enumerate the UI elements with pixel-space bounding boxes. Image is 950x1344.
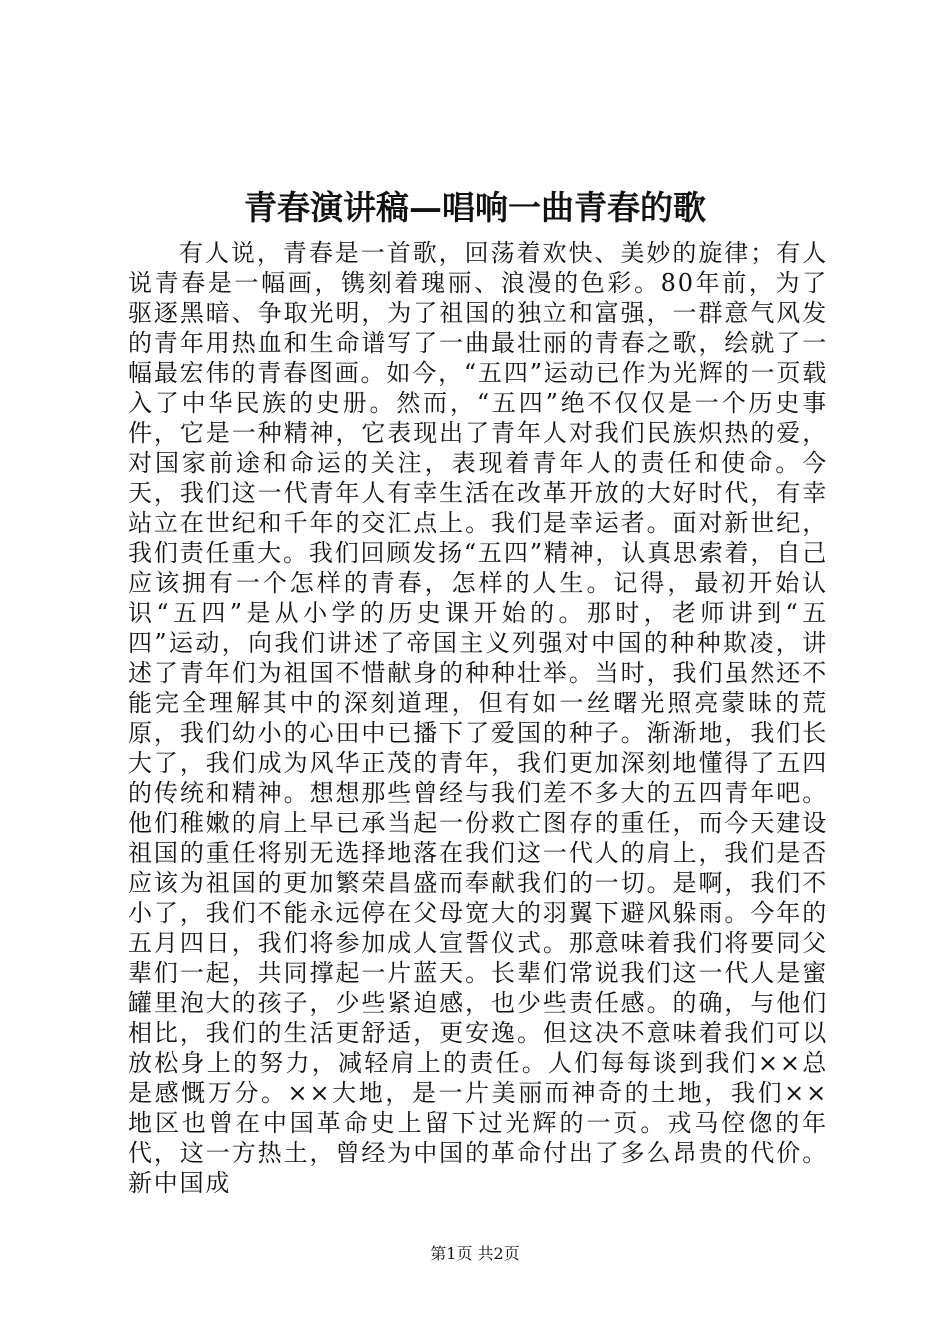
body-paragraph: 有人说，青春是一首歌，回荡着欢快、美妙的旋律；有人说青春是一幅画，镌刻着瑰丽、浪漫的色彩。80年前，为了驱逐黑暗、争取光明，为了祖国的独立和富强，一群意气风发的青年用热血和生命谱写了一曲最壮丽的青春之歌，绘就了一幅最宏伟的青春图画。如今，“五四”运动已作为光辉的一页载入了中华民族的史册。然而，“五四”绝不仅仅是一个历史事件，它是一种精神，它表现出了青年人对我们民族炽热的爱，对国家前途和命运的关注，表现着青年人的责任和使命。今天，我们这一代青年人有幸生活在改革开放的大好时代，有幸站立在世纪和千年的交汇点上。我们是幸运者。面对新世纪，我们责任重大。我们回顾发扬“五四”精神，认真思索着，自己应该拥有一个怎样的青春，怎样的人生。记得，最初开始认识“五四”是从小学的历史课开始的。那时，老师讲到“五四”运动，向我们讲述了帝国主义列强对中国的种种欺凌，讲述了青年们为祖国不惜献身的种种壮举。当时，我们虽然还不能完全理解其中的深刻道理，但有如一丝曙光照亮蒙昧的荒原，我们幼小的心田中已播下了爱国的种子。渐渐地，我们长大了，我们成为风华正茂的青年，我们更加深刻地懂得了五四的传统和精神。想想那些曾经与我们差不多大的五四青年吧。他们稚嫩的肩上早已承当起一份救亡图存的重任，而今天建设祖国的重任将别无选择地落在我们这一代人的肩上，我们是否应该为祖国的更加繁荣昌盛而奉献我们的一切。是啊，我们不小了，我们不能永远停在父母宽大的羽翼下避风躲雨。今年的五月四日，我们将参加成人宣誓仪式。那意味着我们将要同父辈们一起，共同撑起一片蓝天。长辈们常说我们这一代人是蜜罐里泡大的孩子，少些紧迫感，也少些责任感。的确，与他们相比，我们的生活更舒适，更安逸。但这决不意味着我们可以放松身上的努力，减轻肩上的责任。人们每每谈到我们××总是感慨万分。××大地，是一片美丽而神奇的土地，我们××地区也曾在中国革命史上留下过光辉的一页。戎马倥偬的年代，这一方热土，曾经为中国的革命付出了多么昂贵的代价。新中国成 <box>128 239 828 1197</box>
page-footer: 第1页 共2页 <box>430 1244 520 1263</box>
document-title: 青春演讲稿—唱响一曲青春的歌 <box>244 188 706 227</box>
